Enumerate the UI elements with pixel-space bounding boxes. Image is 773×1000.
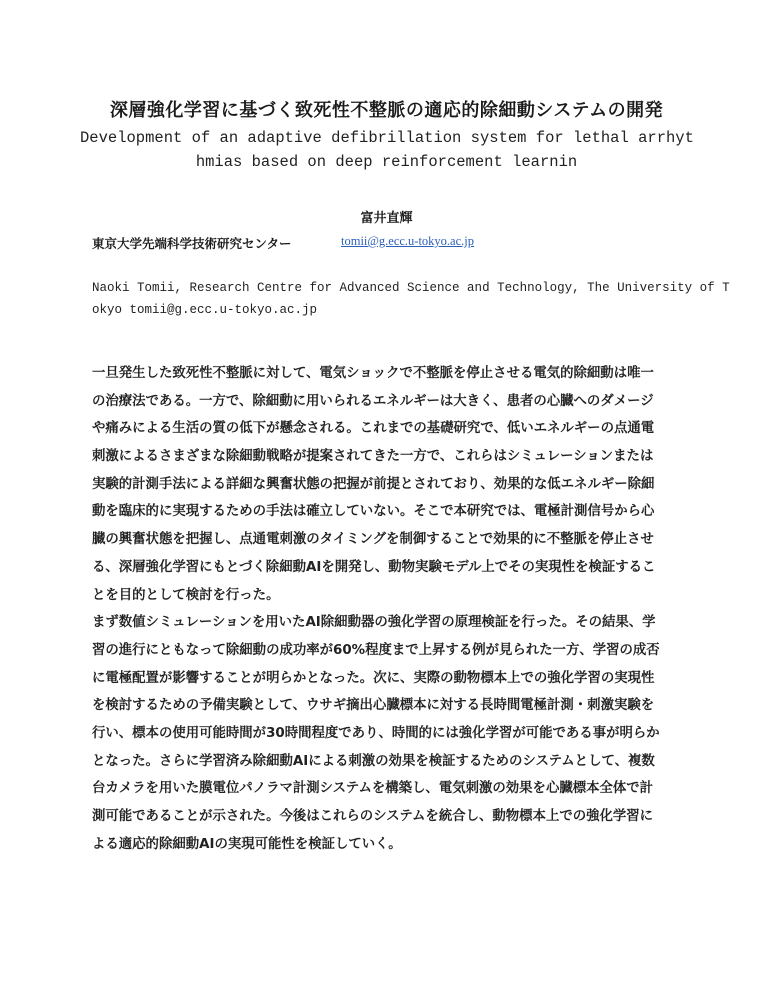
abstract-line: 臓の興奮状態を把握し、点通電刺激のタイミングを制御することで効果的に不整脈を停止させ	[92, 532, 654, 548]
abstract-line: とを目的として検討を行った。	[92, 587, 280, 603]
title-english-line: Development of an adaptive defibrillation system for lethal arrhyt	[80, 129, 694, 147]
abstract-line: る、深層強化学習にもとづく除細動AIを開発し、動物実験モデル上でその実現性を検証するこ	[92, 559, 656, 575]
affiliation-english-line: okyo tomii@g.ecc.u-tokyo.ac.jp	[92, 303, 318, 317]
abstract-line: 台カメラを用いた膜電位パノラマ計測システムを構築し、電気刺激の効果を心臓標本全体で計	[92, 781, 654, 797]
abstract-line: となった。さらに学習済み除細動AIによる刺激の効果を検証するためのシステムとして、複数	[92, 753, 655, 769]
abstract-line: まず数値シミュレーションを用いたAI除細動器の強化学習の原理検証を行った。その結果、学	[92, 615, 656, 631]
abstract-line: 動を臨床的に実現するための手法は確立していない。そこで本研究では、電極計測信号から心	[92, 504, 655, 520]
abstract-line: の治療法である。一方で、除細動に用いられるエネルギーは大きく、患者の心臓へのダメージ	[92, 393, 654, 409]
title-english	[80, 126, 693, 174]
title-english-line: hmias based on deep reinforcement learnin	[195, 153, 578, 171]
abstract-line: 実験的計測手法による詳細な興奮状態の把握が前提とされており、効果的な低エネルギー除細	[92, 476, 655, 492]
affiliation-english	[92, 277, 730, 321]
abstract-body	[92, 360, 692, 858]
abstract-line: を検討するための予備実験として、ウサギ摘出心臓標本に対する長時間電極計測・刺激実験を	[92, 698, 655, 714]
affiliation-japanese: 東京大学先端科学技術研究センター	[92, 236, 292, 251]
abstract-line: 測可能であることが示された。今後はこれらのシステムを統合し、動物標本上での強化学習に	[92, 809, 654, 824]
title-japanese: 深層強化学習に基づく致死性不整脈の適応的除細動システムの開発	[109, 100, 664, 121]
abstract-line: 習の進行にともなって除細動の成功率が60%程度まで上昇する例が見られた一方、学習の成否	[92, 642, 660, 658]
abstract-line: よる適応的除細動AIの実現可能性を検証していく。	[92, 836, 402, 852]
author-name: 富井直輝	[360, 211, 413, 226]
abstract-line: に電極配置が影響することが明らかとなった。次に、実際の動物標本上での強化学習の実現性	[92, 670, 655, 686]
abstract-line: 一旦発生した致死性不整脈に対して、電気ショックで不整脈を停止させる電気的除細動は唯一	[92, 366, 654, 381]
affiliation-english-line: Naoki Tomii, Research Centre for Advanced Science and Technology, The University of T	[92, 281, 730, 295]
email-link[interactable]: tomii@g.ecc.u-tokyo.ac.jp	[341, 234, 475, 248]
abstract-line: や痛みによる生活の質の低下が懸念される。これまでの基礎研究で、低いエネルギーの点通電	[92, 421, 655, 437]
abstract-line: 刺激によるさまざまな除細動戦略が提案されてきた一方で、これらはシミュレーションまたは	[92, 449, 654, 465]
abstract-line: 行い、標本の使用可能時間が30時間程度であり、時間的には強化学習が可能である事が明らか	[92, 725, 660, 741]
